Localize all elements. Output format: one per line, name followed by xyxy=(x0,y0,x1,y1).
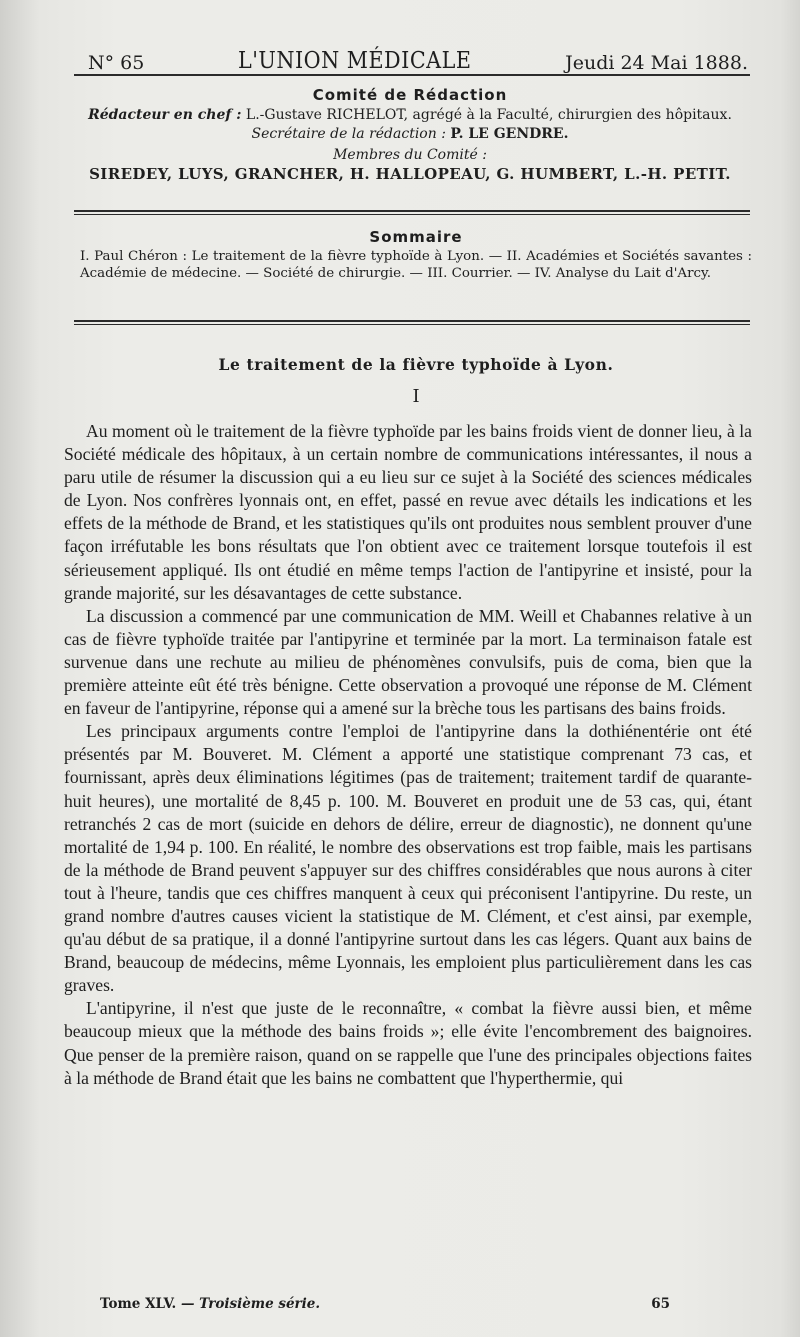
editor-label: Rédacteur en chef : xyxy=(88,107,242,123)
volume-label: Tome XLV. xyxy=(100,1296,177,1312)
page-footer xyxy=(100,1296,670,1312)
footer-volume xyxy=(100,1296,320,1312)
article-title: Le traitement de la fièvre typhoïde à Lyon. xyxy=(218,355,614,374)
summary-rule-top xyxy=(74,320,750,322)
summary-text: I. Paul Chéron : Le traitement de la fièvre typhoïde à Lyon. — II. Académies et Sociétés savantes : Académie de médecine. — Société de chirurgie. — III. Courrier. — IV. Analyse du Lait d'Arcy. xyxy=(80,249,752,281)
secretary-label: Secrétaire de la rédaction : xyxy=(251,126,446,142)
paragraph: L'antipyrine, il n'est que juste de le reconnaître, « combat la fièvre aussi bien, et même beaucoup mieux que la méthode des bains froids »; elle évite l'encombrement des baignoires. Que penser de la première raison, quand on se rappelle que l'une des principales objections faites à la méthode de Brand était que les bains ne combattent que l'hyperthermie, qui xyxy=(64,998,752,1088)
summary-heading: Sommaire xyxy=(369,228,463,246)
summary-box xyxy=(80,228,752,282)
paragraph: Au moment où le traitement de la fièvre typhoïde par les bains froids vient de donner lieu, à la Société médicale des hôpitaux, à un certain nombre de communications intéressantes, il nous a paru utile de résumer la discussion qui a eu lieu sur ce sujet à la Société des sciences médicales de Lyon. Nos confrères lyonnais ont, en effet, passé en revue avec détails les indications et les effets de la méthode de Brand, et les statistiques qu'ils ont produites nous semblent prouver d'une façon irréfutable les bons résultats que l'on obtient avec ce traitement lorsque toutefois il est sérieusement appliqué. Ils ont étudié en même temps l'action de l'antipyrine et insisté, pour la grande majorité, sur les désavantages de cette substance. xyxy=(64,421,752,603)
issue-number: N° 65 xyxy=(88,52,145,74)
secretary-line xyxy=(60,126,760,142)
editor-name: L.-Gustave RICHELOT, agrégé à la Faculté, chirurgien des hôpitaux. xyxy=(245,107,732,123)
members-label: Membres du Comité : xyxy=(333,147,487,163)
paragraph: La discussion a commencé par une communication de MM. Weill et Chabannes relative à un cas de fièvre typhoïde traitée par l'antipyrine et terminée par la mort. La terminaison fatale est survenue dans une rechute au milieu de phénomènes convulsifs, puis de coma, bien que la première atteinte eût été très bénigne. Cette observation a provoqué une réponse de M. Clément en faveur de l'antipyrine, réponse qui a amené sur la brèche tous les partisans des bains froids. xyxy=(64,605,752,719)
summary-rule-bottom xyxy=(74,324,750,325)
article-body xyxy=(64,420,752,1090)
paragraph: Les principaux arguments contre l'emploi de l'antipyrine dans la dothiénentérie ont été présentés par M. Bouveret. M. Clément a apporté une statistique comprenant 73 cas, et fournissant, après deux éliminations légitimes (pas de traitement; traitement tardif de quarante-huit heures), une mortalité de 8,45 p. 100. M. Bouveret en produit une de 53 cas, qui, étant retranchés 2 cas de mort (suicide en dehors de délire, erreur de diagnostic), ne donnent qu'une mortalité de 1,94 p. 100. En réalité, le nombre des observations est trop faible, mais les partisans de la méthode de Brand peuvent s'appuyer sur des chiffres considérables que nous aurons à citer tout à l'heure, tandis que ces chiffres manquent à ceux qui préconisent l'antipyrine. Du reste, un grand nombre d'autres causes vicient la statistique de M. Clément, et c'est ainsi, par exemple, qu'au début de sa pratique, il a donné l'antipyrine surtout dans les cas légers. Quant aux bains de Brand, beaucoup de médecins, même Lyonnais, les emploient plus particulièrement dans les cas graves. xyxy=(64,721,752,996)
section-numeral: I xyxy=(412,386,420,407)
committee-members: SIREDEY, LUYS, GRANCHER, H. HALLOPEAU, G. HUMBERT, L.-H. PETIT. xyxy=(89,165,731,183)
secretary-name: P. LE GENDRE. xyxy=(450,126,569,142)
committee-rule-top xyxy=(74,210,750,212)
editorial-committee xyxy=(60,86,760,183)
committee-heading: Comité de Rédaction xyxy=(312,86,508,104)
committee-rule-bottom xyxy=(74,214,750,215)
series-label: — Troisième série. xyxy=(180,1296,321,1312)
page-number: 65 xyxy=(651,1296,670,1312)
editor-line xyxy=(60,107,760,123)
issue-date: Jeudi 24 Mai 1888. xyxy=(565,52,748,74)
journal-title: L'UNION MÉDICALE xyxy=(237,48,472,74)
masthead-rule xyxy=(74,74,750,76)
masthead xyxy=(88,38,748,74)
